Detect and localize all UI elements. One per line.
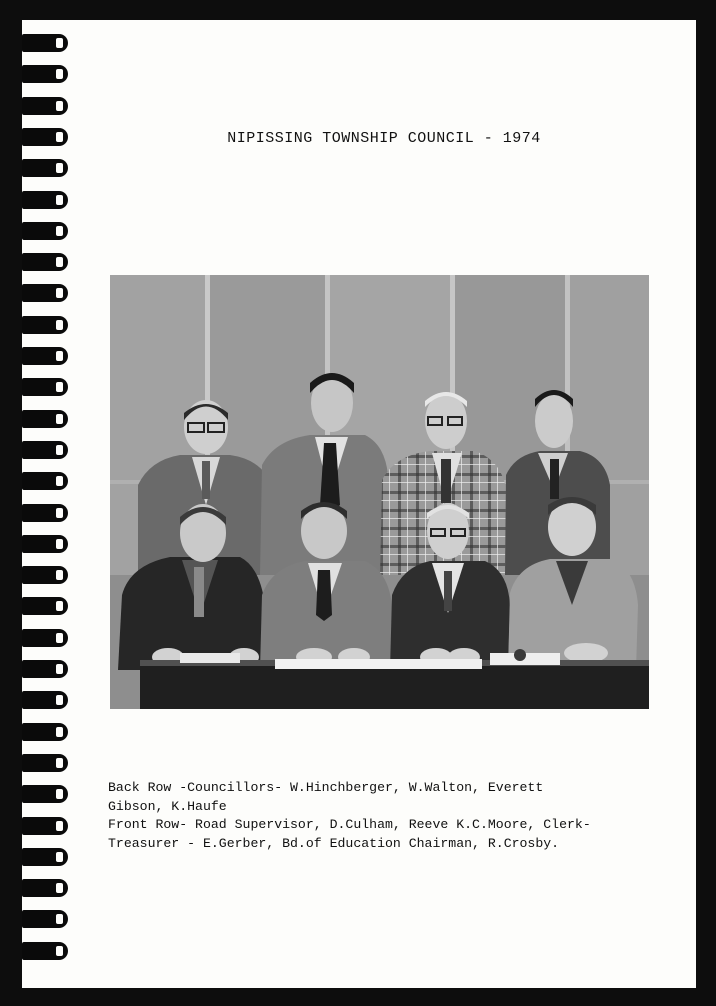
binding-ring xyxy=(22,691,68,709)
binding-ring xyxy=(22,284,68,302)
binding-ring xyxy=(22,566,68,584)
binding-ring xyxy=(22,879,68,897)
binding-ring xyxy=(22,65,68,83)
binding-ring xyxy=(22,347,68,365)
binding-ring xyxy=(22,535,68,553)
binding-ring xyxy=(22,504,68,522)
photo-caption xyxy=(108,779,688,853)
page-title: NIPISSING TOWNSHIP COUNCIL - 1974 xyxy=(227,130,541,147)
binding-ring xyxy=(22,159,68,177)
binding-ring xyxy=(22,754,68,772)
spiral-binding xyxy=(22,34,70,982)
caption-line-back-row: Back Row -Councillors- W.Hinchberger, W.Walton, Everett xyxy=(108,780,544,795)
binding-ring xyxy=(22,316,68,334)
binding-ring xyxy=(22,222,68,240)
binding-ring xyxy=(22,410,68,428)
binding-ring xyxy=(22,128,68,146)
binding-ring xyxy=(22,597,68,615)
binding-ring xyxy=(22,942,68,960)
binding-ring xyxy=(22,191,68,209)
binding-ring xyxy=(22,848,68,866)
caption-line-front-row-cont: Treasurer - E.Gerber, Bd.of Education Chairman, R.Crosby. xyxy=(108,835,560,851)
binding-ring xyxy=(22,472,68,490)
binding-ring xyxy=(22,441,68,459)
binding-ring xyxy=(22,629,68,647)
binding-ring xyxy=(22,910,68,928)
group-photo xyxy=(110,275,649,709)
caption-line-back-row-cont: Gibson, K.Haufe xyxy=(108,798,227,814)
binding-ring xyxy=(22,97,68,115)
binding-ring xyxy=(22,723,68,741)
binding-ring xyxy=(22,817,68,835)
caption-line-front-row: Front Row- Road Supervisor, D.Culham, Reeve K.C.Moore, Clerk- xyxy=(108,817,591,832)
binding-ring xyxy=(22,34,68,52)
binding-ring xyxy=(22,253,68,271)
binding-ring xyxy=(22,660,68,678)
binding-ring xyxy=(22,378,68,396)
binding-ring xyxy=(22,785,68,803)
